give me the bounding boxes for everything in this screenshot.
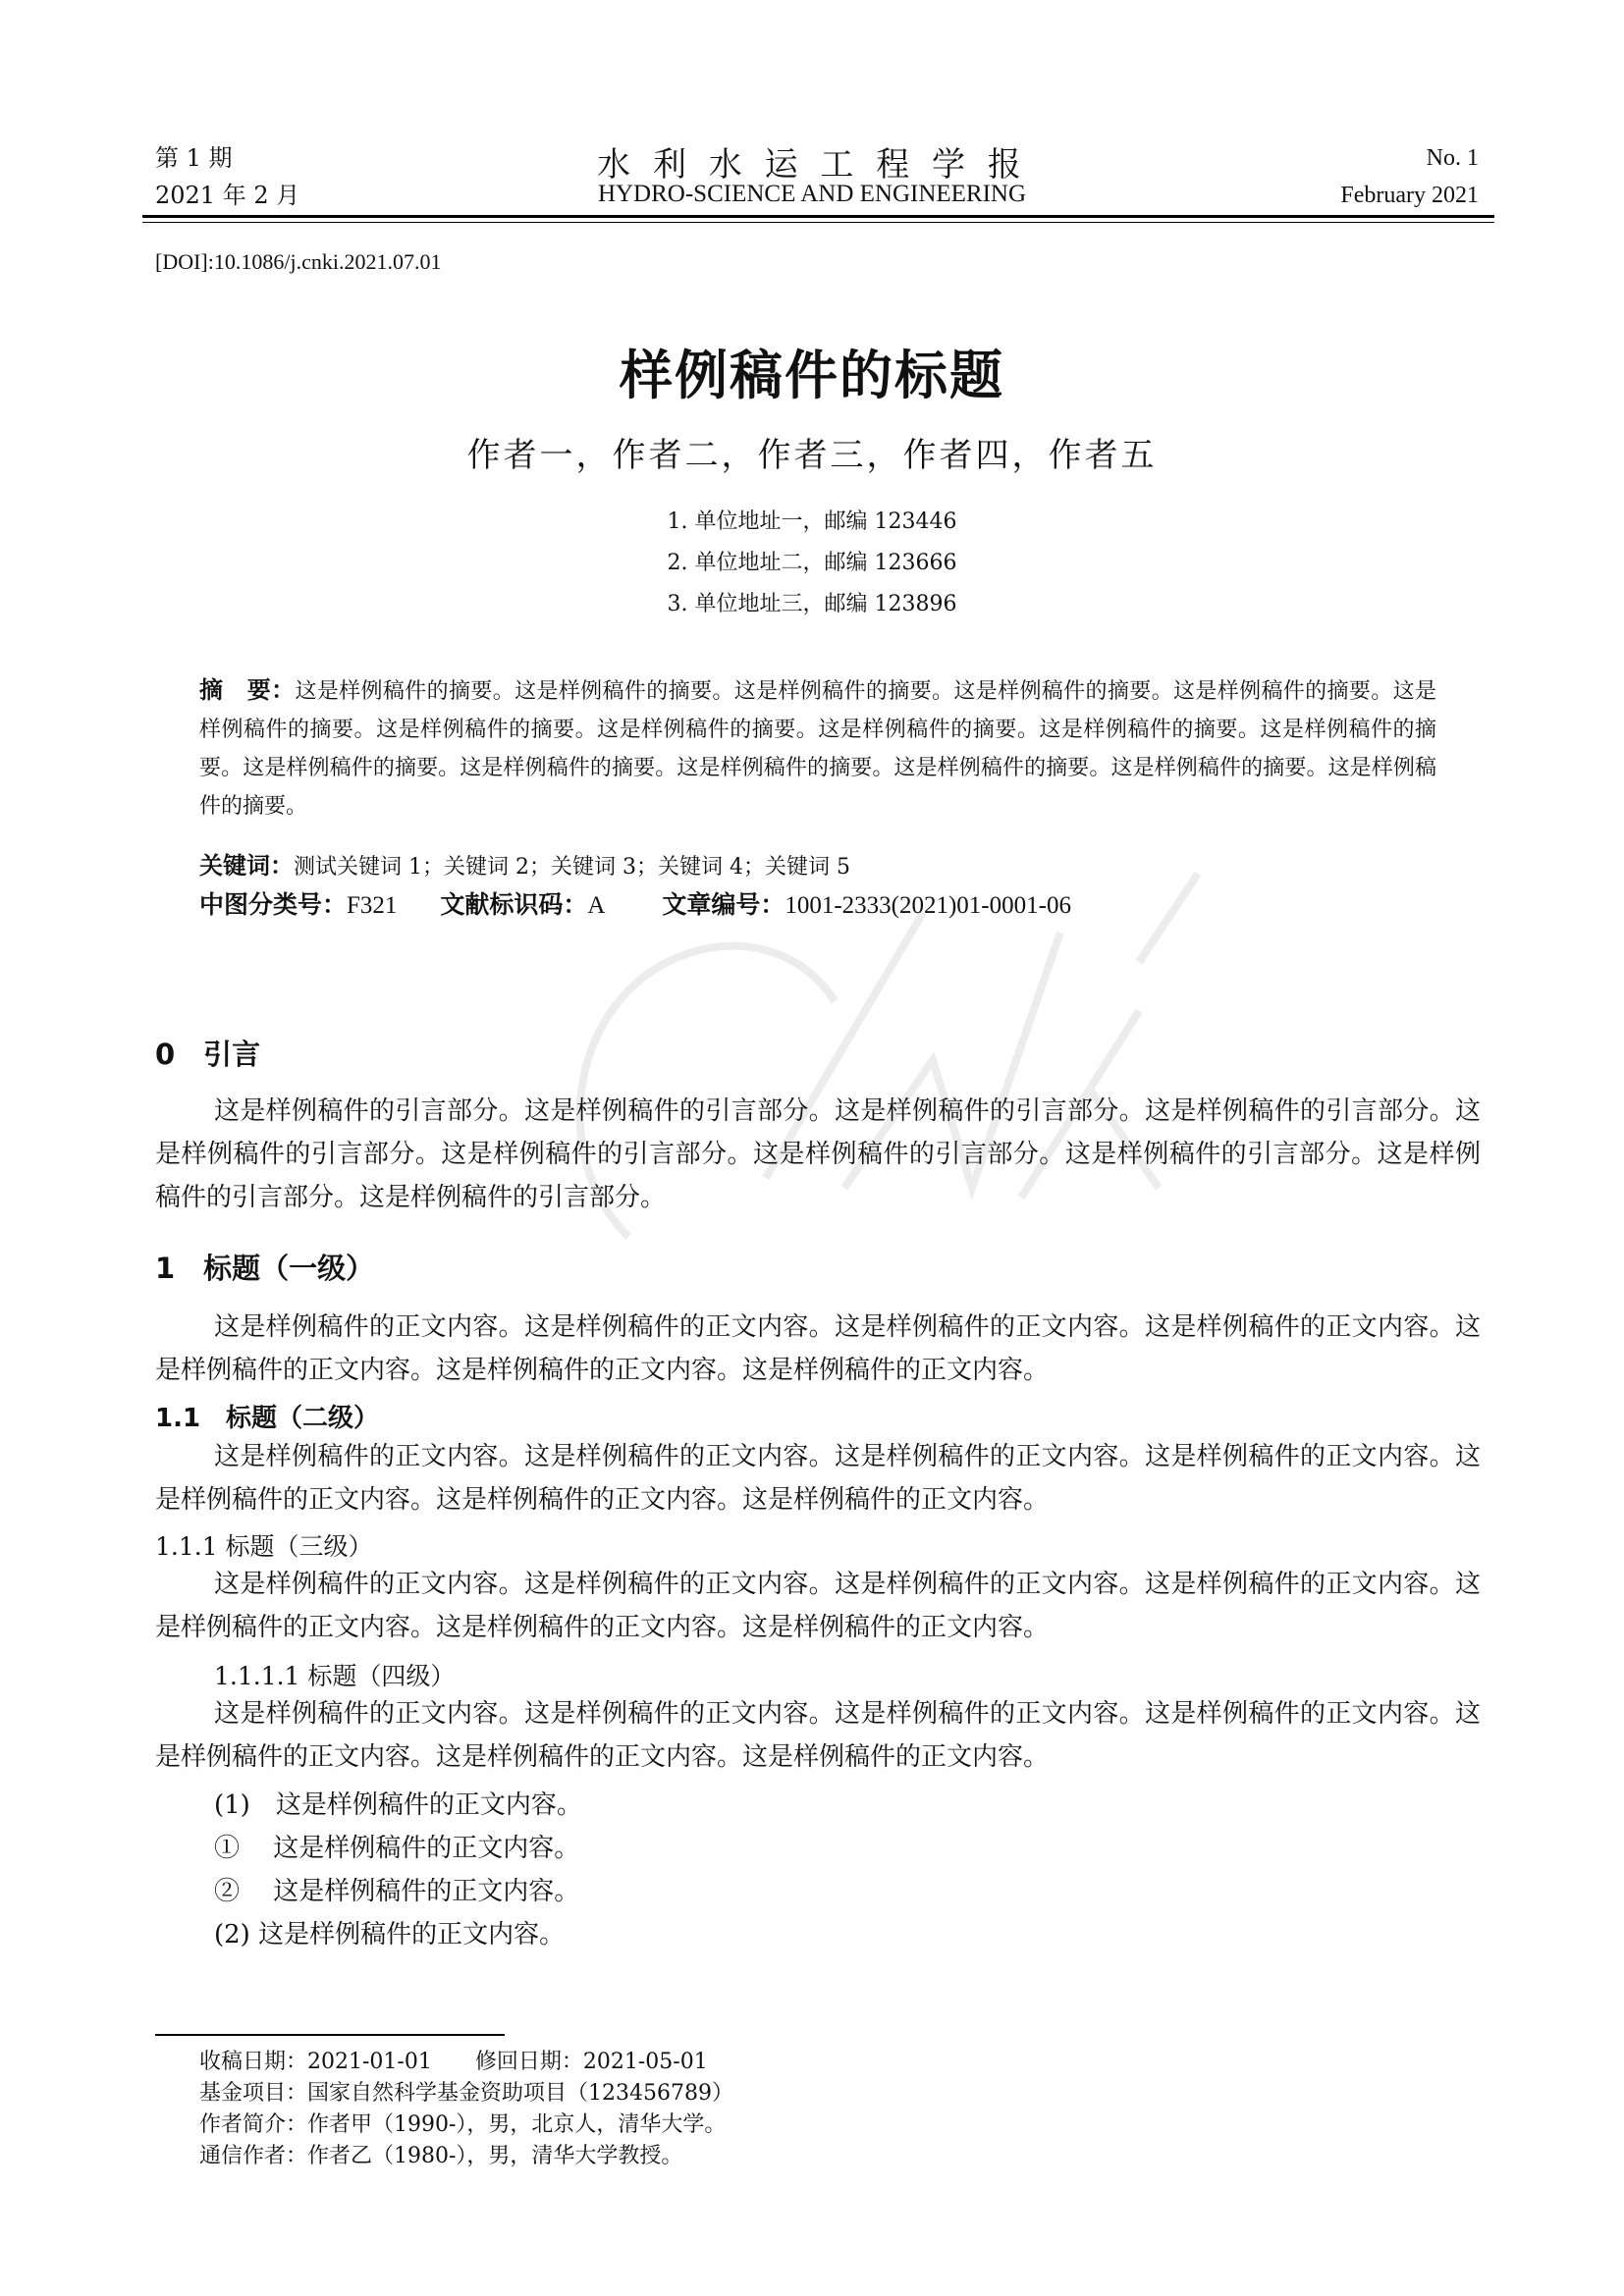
section-heading-1-1-1-1: 1.1.1.1 标题（四级） bbox=[214, 1662, 456, 1690]
section-1-1-paragraph: 这是样例稿件的正文内容。这是样例稿件的正文内容。这是样例稿件的正文内容。这是样例稿件的正文内容。这是样例稿件的正文内容。这是样例稿件的正文内容。这是样例稿件的正文内容。 bbox=[155, 1442, 1481, 1515]
doc-code-value: A bbox=[587, 892, 606, 919]
article-no-label: 文章编号： bbox=[662, 890, 785, 919]
classification-line bbox=[199, 885, 1071, 921]
keywords bbox=[199, 846, 850, 881]
footnote-received: 收稿日期：2021-01-01 修回日期：2021-05-01 bbox=[199, 2050, 708, 2074]
section-0-paragraph: 这是样例稿件的引言部分。这是样例稿件的引言部分。这是样例稿件的引言部分。这是样例稿件的引言部分。这是样例稿件的引言部分。这是样例稿件的引言部分。这是样例稿件的引言部分。这是样例稿件的引言部分。这是样例稿件的引言部分。这是样例稿件的引言部分。 bbox=[155, 1096, 1481, 1212]
date-en: February 2021 bbox=[1340, 183, 1479, 208]
paper-title: 样例稿件的标题 bbox=[620, 345, 1004, 406]
journal-title-en: HYDRO-SCIENCE AND ENGINEERING bbox=[597, 181, 1027, 207]
abstract-text: 这是样例稿件的摘要。这是样例稿件的摘要。这是样例稿件的摘要。这是样例稿件的摘要。这是样例稿件的摘要。这是样例稿件的摘要。这是样例稿件的摘要。这是样例稿件的摘要。这是样例稿件的摘要。这是样例稿件的摘要。这是样例稿件的摘要。这是样例稿件的摘要。这是样例稿件的摘要。这是样例稿件的摘要。这是样例稿件的摘要。这是样例稿件的摘要。这是样例稿件的摘要。 bbox=[199, 679, 1436, 819]
affiliation-2: 2. 单位地址二，邮编 123666 bbox=[667, 551, 957, 575]
section-heading-1-1-1: 1.1.1 标题（三级） bbox=[155, 1532, 373, 1561]
section-heading-1: 1 标题（一级） bbox=[155, 1252, 375, 1285]
keywords-text: 测试关键词 1；关键词 2；关键词 3；关键词 4；关键词 5 bbox=[294, 855, 850, 880]
journal-title-cn: 水 利 水 运 工 程 学 报 bbox=[597, 145, 1027, 185]
author-list: 作者一，作者二，作者三，作者四，作者五 bbox=[466, 436, 1158, 475]
keywords-label: 关键词： bbox=[199, 852, 294, 880]
section-1-1-1-1-paragraph: 这是样例稿件的正文内容。这是样例稿件的正文内容。这是样例稿件的正文内容。这是样例稿件的正文内容。这是样例稿件的正文内容。这是样例稿件的正文内容。这是样例稿件的正文内容。 bbox=[155, 1699, 1481, 1772]
issue-cn: 第 1 期 bbox=[155, 144, 233, 172]
footnote-bio: 作者简介：作者甲（1990-），男，北京人，清华大学。 bbox=[199, 2112, 727, 2137]
abstract-label: 摘 要： bbox=[199, 676, 296, 704]
header-rule-thin bbox=[142, 222, 1494, 223]
list-item: (1) 这是样例稿件的正文内容。 bbox=[214, 1790, 582, 1820]
list-item: (2) 这是样例稿件的正文内容。 bbox=[214, 1920, 566, 1949]
doi: [DOI]:10.1086/j.cnki.2021.07.01 bbox=[155, 249, 442, 274]
abstract bbox=[199, 671, 1436, 826]
article-no-value: 1001-2333(2021)01-0001-06 bbox=[785, 892, 1071, 919]
affiliation-1: 1. 单位地址一，邮编 123446 bbox=[667, 509, 957, 534]
footnote-rule bbox=[155, 2034, 505, 2036]
list-item: ① 这是样例稿件的正文内容。 bbox=[214, 1834, 580, 1863]
clc-label: 中图分类号： bbox=[199, 890, 348, 919]
section-1-paragraph: 这是样例稿件的正文内容。这是样例稿件的正文内容。这是样例稿件的正文内容。这是样例稿件的正文内容。这是样例稿件的正文内容。这是样例稿件的正文内容。这是样例稿件的正文内容。 bbox=[155, 1312, 1481, 1385]
list-item: ② 这是样例稿件的正文内容。 bbox=[214, 1877, 580, 1906]
header-rule-thick bbox=[142, 215, 1494, 218]
footnote-fund: 基金项目：国家自然科学基金资助项目（123456789） bbox=[199, 2081, 733, 2106]
clc-value: F321 bbox=[347, 892, 398, 919]
section-1-1-1-paragraph: 这是样例稿件的正文内容。这是样例稿件的正文内容。这是样例稿件的正文内容。这是样例稿件的正文内容。这是样例稿件的正文内容。这是样例稿件的正文内容。这是样例稿件的正文内容。 bbox=[155, 1570, 1481, 1642]
date-cn: 2021 年 2 月 bbox=[155, 182, 300, 209]
section-heading-0: 0 引言 bbox=[155, 1038, 261, 1071]
section-heading-1-1: 1.1 标题（二级） bbox=[155, 1404, 380, 1433]
affiliation-3: 3. 单位地址三，邮编 123896 bbox=[667, 592, 957, 616]
footnote-corresponding: 通信作者：作者乙（1980-），男，清华大学教授。 bbox=[199, 2144, 683, 2168]
issue-en: No. 1 bbox=[1426, 145, 1479, 171]
doc-code-label: 文献标识码： bbox=[440, 890, 588, 919]
